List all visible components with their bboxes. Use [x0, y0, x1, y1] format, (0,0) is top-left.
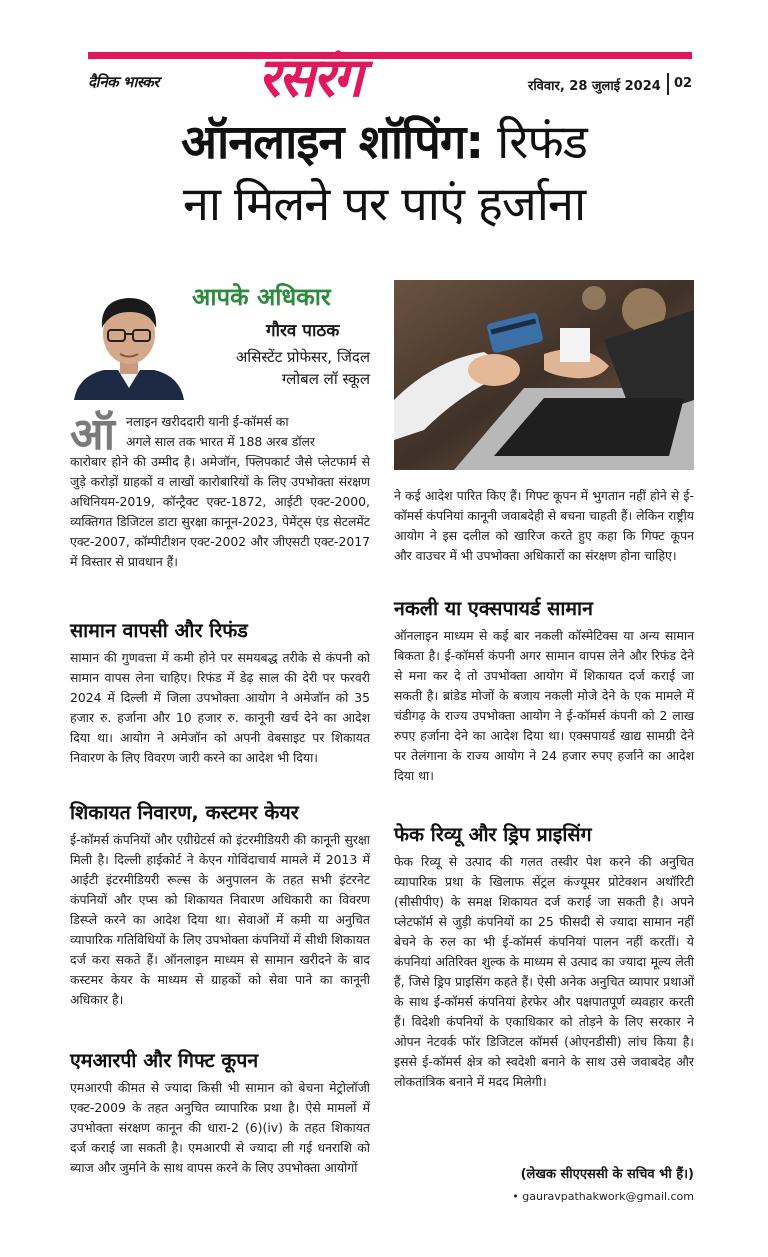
heading-fake: नकली या एक्सपायर्ड सामान [394, 597, 593, 620]
section-reviews [394, 820, 694, 1092]
page-number: 02 [674, 76, 693, 91]
section-grievance [70, 798, 370, 1010]
intro-body: कारोबार होने की उम्मीद है। अमेजॉन, फ्लिपकार्ट जैसे प्लेटफार्म से जुड़े करोड़ों ग्राहकों व लाखों कारोबारियों के लिए उपभोक्ता संरक्षण अधिनियम-2019, कॉन्ट्रैक्ट एक्ट-1872, आईटी एक्ट-2000, व्यक्तिगत डिजिटल डाटा सुरक्षा कानून-2023, पेमेंट्स एंड सेटलमेंट एक्ट-2007, कॉम्पीटीशन एक्ट-2002 और जीएसटी एक्ट-2017 में विस्तार से प्रावधान हैं। [70, 454, 370, 569]
heading-returns: सामान वापसी और रिफंड [70, 619, 248, 642]
heading-grievance: शिकायत निवारण, कस्टमर केयर [70, 801, 299, 824]
section-returns [70, 616, 370, 768]
author-photo [70, 284, 188, 400]
body-mrp-continued: ने कई आदेश पारित किए हैं। गिफ्ट कूपन में भुगतान नहीं होने से ई-कॉमर्स कंपनियां कानूनी जवाबदेही से बचना चाहती हैं। लेकिन राष्ट्रीय आयोग ने इस दलील को खारिज करते हुए कहा कि गिफ्ट कूपन और वाउचर में भी उपभोक्ता अधिकारों का संरक्षण होना चाहिए। [394, 488, 694, 563]
newspaper-name: दैनिक भास्कर [88, 73, 159, 91]
page-title [40, 112, 728, 236]
column-label: आपके अधिकार [192, 283, 331, 311]
author-designation-line1: असिस्टेंट प्रोफेसर, जिंदल [235, 348, 370, 366]
headline-line1: रिफंड [497, 115, 587, 170]
body-returns: सामान की गुणवत्ता में कमी होने पर समयबद्ध तरीके से कंपनी को सामान वापस लेना चाहिए। रिफंड में डेढ़ साल की देरी पर फरवरी 2024 में दिल्ली में जिला उपभोक्ता आयोग ने अमेजॉन को 35 हजार रु. हर्जाना और 10 हजार रु. कानूनी खर्च देने का आदेश दिया था। आयोग ने अमेजॉन को अपनी वेबसाइट पर शिकायत निवारण के लिए विवरण जारी करने का आदेश भी दिया। [70, 650, 370, 765]
headline-bold: ऑनलाइन शॉपिंग: [181, 115, 484, 170]
headline-line2: ना मिलने पर पाएं हर्जाना [182, 177, 586, 232]
online-shopping-photo [394, 280, 694, 470]
author-email-text: gauravpathakwork@gmail.com [522, 1190, 694, 1203]
body-grievance: ई-कॉमर्स कंपनियों और एग्रीग्रेटर्स को इंटरमीडियरी की कानूनी सुरक्षा मिली है। दिल्ली हाईकोर्ट ने केएन गोविंदाचार्य मामले में 2013 में आईटी इंटरमीडियरी रूल्स के अनुपालन के तहत सभी इंटरनेट कंपनियों और एप्स को शिकायत निवारण अधिकारी का विवरण डिस्प्ले करने का आदेश दिया था। सेवाओं में कमी या अनुचित व्यापारिक गतिविधियों के लिए उपभोक्ता कंपनियों में सीधी शिकायत दर्ज करा सकते हैं। ऑनलाइन माध्यम से सामान खरीदने के बाद कस्टमर केयर के माध्यम से ग्राहकों को सेवा पाने का कानूनी अधिकार है। [70, 832, 370, 1007]
author-name: गौरव पाठक [266, 321, 340, 341]
author-designation [194, 346, 370, 390]
intro-paragraph [70, 452, 370, 572]
body-fake: ऑनलाइन माध्यम से कई बार नकली कॉस्मेटिक्स या अन्य सामान बिकता है। ई-कॉमर्स कंपनी अगर सामान वापस लेने और रिफंड देने से मना कर दे तो उपभोक्ता आयोग में शिकायत दर्ज कराई जा सकती है। ब्रांडेड मोजों के बजाय नकली मोजे देने के एक मामले में चंडीगढ़ के राज्य उपभोक्ता आयोग ने ई-कॉमर्स कंपनी को 2 लाख रुपए हर्जाना देने का आदेश दिया था। एक्सपायर्ड खाद्य सामग्री देने पर तेलंगाना के राज्य आयोग ने 24 हजार रुपए हर्जाने का आदेश दिया था। [394, 628, 694, 783]
author-designation-line2: ग्लोबल लॉ स्कूल [281, 370, 370, 388]
supplement-logo: रसरंग [258, 46, 362, 109]
masthead-rule [88, 52, 692, 59]
drop-cap: ऑ [70, 409, 116, 460]
author-email [394, 1190, 694, 1203]
date-divider [667, 73, 669, 95]
section-fake [394, 594, 694, 786]
intro-line1: नलाइन खरीददारी यानी ई-कॉमर्स का [126, 414, 289, 429]
mrp-continued [394, 486, 694, 566]
intro-line2: अगले साल तक भारत में 188 अरब डॉलर [126, 434, 316, 449]
body-reviews: फेक रिव्यू से उत्पाद की गलत तस्वीर पेश करने की अनुचित व्यापारिक प्रथा के खिलाफ सेंट्रल कंज्यूमर प्रोटेक्शन अथॉरिटी (सीसीपीए) के समक्ष शिकायत दर्ज कराई जा सकती है। अपने प्लेटफॉर्म से जुड़ी कंपनियों का 25 फीसदी से ज्यादा सामान नहीं बेचने के रुल का भी ई-कॉमर्स कंपनियां पालन नहीं करतीं। ये कंपनियां अतिरिक्त शुल्क के माध्यम से उत्पाद का ज्यादा मूल्य लेती हैं, जिसे ड्रिप प्राइसिंग कहते हैं। ऐसी अनेक अनुचित व्यापार प्रथाओं के साथ ई-कॉमर्स कंपनियां हेरफेर और पक्षपातपूर्ण व्यवहार करती हैं। विदेशी कंपनियों के एकाधिकार को तोड़ने के लिए सरकार ने ओपन नेटवर्क फॉर डिजिटल कॉमर्स (ओएनडीसी) लांच किया है। इससे ई-कॉमर्स क्षेत्र को स्वदेशी बनाने के साथ उसे जवाबदेह और लोकतांत्रिक बनाने में मदद मिलेगी। [394, 854, 694, 1089]
heading-mrp: एमआरपी और गिफ्ट कूपन [70, 1049, 259, 1072]
issue-date: रविवार, 28 जुलाई 2024 [528, 79, 661, 94]
heading-reviews: फेक रिव्यू और ड्रिप प्राइसिंग [394, 823, 592, 846]
intro-first-lines [126, 412, 370, 452]
author-credit: (लेखक सीएएससी के सचिव भी हैं।) [520, 1167, 694, 1182]
email-icon: • [512, 1190, 523, 1203]
section-mrp [70, 1046, 370, 1178]
body-mrp: एमआरपी कीमत से ज्यादा किसी भी सामान को बेचना मेट्रोलॉजी एक्ट-2009 के तहत अनुचित व्यापारिक प्रथा है। ऐसे मामलों में उपभोक्ता संरक्षण कानून की धारा-2 (6)(iv) के तहत शिकायत दर्ज कराई जा सकती है। एमआरपी से ज्यादा ली गई धनराशि को ब्याज और जुर्माने के साथ वापस करने के लिए उपभोक्ता आयोगों [70, 1080, 370, 1175]
